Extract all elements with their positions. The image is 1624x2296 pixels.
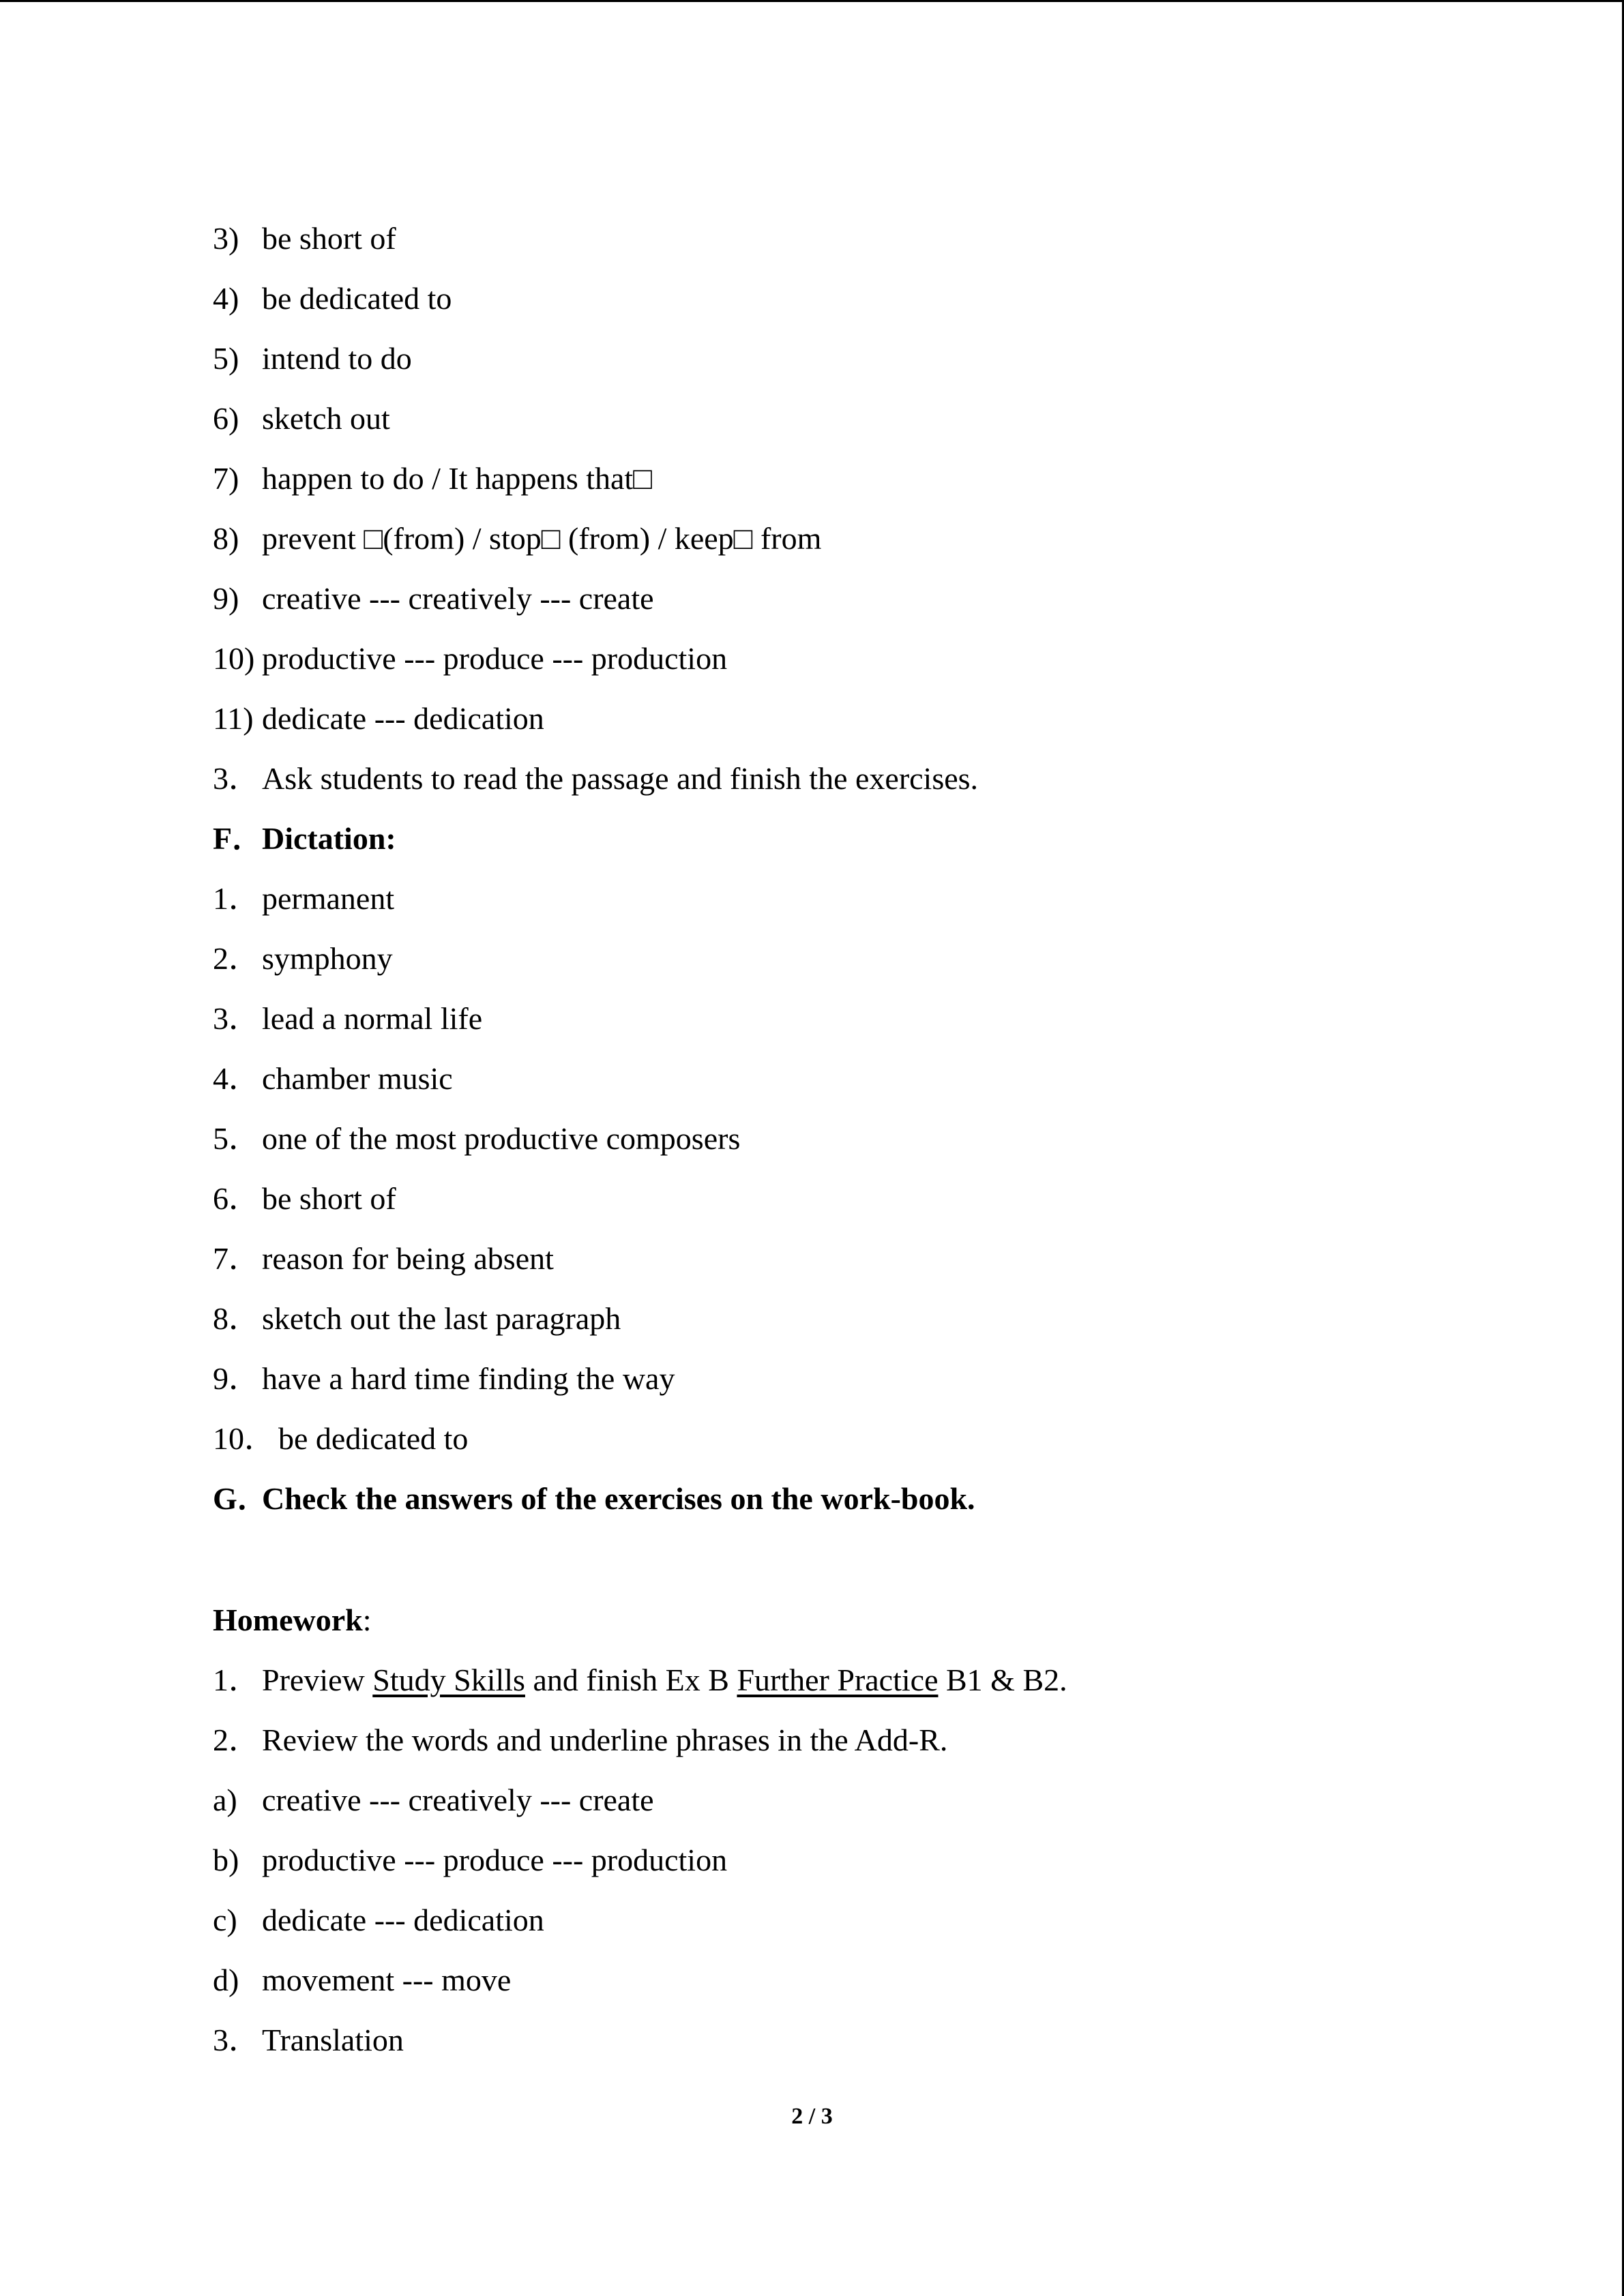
dictation-item [213,935,1509,995]
dictation-item [213,1115,1509,1175]
item-text: be dedicated to [262,281,452,316]
dictation-item [213,1055,1509,1115]
step-text: Ask students to read the passage and finish the exercises. [262,761,979,796]
item-letter: d) [213,1963,239,1997]
homework-item [213,1716,1509,1776]
item-number: 8． [213,1301,260,1336]
dictation-item [213,1235,1509,1295]
item-number: 6) [213,401,239,436]
item-number: 3) [213,221,239,256]
item-text: reason for being absent [262,1241,554,1276]
item-text: productive --- produce --- production [262,641,728,676]
section-label: G． [213,1481,269,1516]
further-practice-link: Further Practice [737,1663,939,1697]
item-text: dedicate --- dedication [262,701,544,736]
list-item [213,335,1509,395]
item-text: movement --- move [262,1963,512,1997]
item-number: 5) [213,341,239,376]
item-text: sketch out [262,401,390,436]
homework-item [213,2016,1509,2076]
item-text: dedicate --- dedication [262,1903,544,1937]
dictation-item [213,1175,1509,1235]
item-letter: b) [213,1843,239,1877]
list-item [213,275,1509,335]
list-item [213,695,1509,755]
item-number: 7． [213,1241,260,1276]
section-heading-dictation [213,815,1509,875]
item-text: permanent [262,881,395,916]
item-text: Translation [262,2023,404,2057]
homework-sub-item [213,1896,1509,1956]
item-text: Review the words and underline phrases in the Add-R. [262,1723,948,1757]
homework-heading [213,1596,1509,1656]
study-skills-link: Study Skills [372,1663,525,1697]
item-text: happen to do / It happens that□ [262,461,652,496]
list-item [213,215,1509,275]
item-text-suffix: B1 & B2. [938,1663,1067,1697]
dictation-item [213,1355,1509,1415]
item-number: 9． [213,1361,260,1396]
item-text: productive --- produce --- production [262,1843,728,1877]
step-item [213,755,1509,815]
spacer [213,1535,1509,1596]
dictation-item [213,995,1509,1055]
dictation-item [213,1415,1509,1475]
item-text: lead a normal life [262,1001,483,1036]
item-text: have a hard time finding the way [262,1361,675,1396]
item-number: 1． [213,1663,260,1697]
section-heading-check-answers [213,1475,1509,1535]
item-text: prevent □(from) / stop□ (from) / keep□ from [262,521,822,556]
item-letter: c) [213,1903,237,1937]
section-title: Dictation: [262,821,396,856]
item-text: be short of [262,1181,396,1216]
item-number: 10) [213,641,255,676]
page-number: 2 / 3 [791,2104,833,2129]
document-body [213,215,1509,2076]
homework-item [213,1656,1509,1716]
item-number: 1． [213,881,260,916]
list-item [213,455,1509,515]
list-item [213,575,1509,635]
item-text: intend to do [262,341,412,376]
list-item [213,395,1509,455]
item-number: 5． [213,1121,260,1156]
homework-sub-item [213,1956,1509,2016]
list-item [213,515,1509,575]
item-text: be short of [262,221,396,256]
list-item [213,635,1509,695]
item-text: creative --- creatively --- create [262,1783,654,1817]
item-text: symphony [262,941,393,976]
homework-title: Homework [213,1602,363,1637]
item-text: creative --- creatively --- create [262,581,654,616]
item-text-middle: and finish Ex B [525,1663,737,1697]
item-number: 7) [213,461,239,496]
item-number: 4． [213,1061,260,1096]
item-number: 2． [213,1723,260,1757]
item-number: 2． [213,941,260,976]
item-text: one of the most productive composers [262,1121,741,1156]
dictation-item [213,1295,1509,1355]
homework-colon: : [362,1602,372,1637]
item-number: 6． [213,1181,260,1216]
page-border-top [0,0,1624,2]
item-number: 4) [213,281,239,316]
section-label: F． [213,821,264,856]
item-number: 9) [213,581,239,616]
item-number: 10． [213,1421,276,1456]
item-number: 3． [213,1001,260,1036]
item-text: sketch out the last paragraph [262,1301,621,1336]
item-text-prefix: Preview [262,1663,373,1697]
homework-sub-item [213,1836,1509,1896]
item-text: be dedicated to [278,1421,469,1456]
dictation-item [213,875,1509,935]
item-text: chamber music [262,1061,453,1096]
section-title: Check the answers of the exercises on the work-book. [262,1481,975,1516]
item-number: 3． [213,2023,260,2057]
item-letter: a) [213,1783,237,1817]
step-number: 3． [213,761,260,796]
item-number: 8) [213,521,239,556]
item-number: 11) [213,701,254,736]
homework-sub-item [213,1776,1509,1836]
